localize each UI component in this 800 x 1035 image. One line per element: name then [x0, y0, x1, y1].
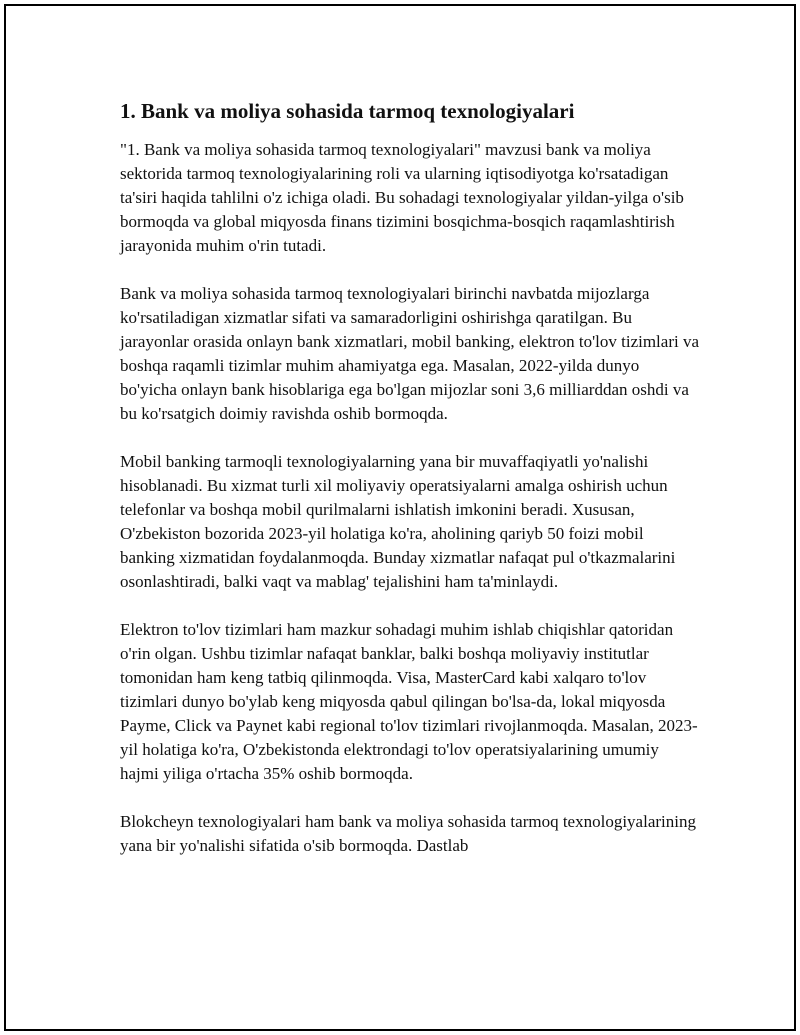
- paragraph-payment-systems: Elektron to'lov tizimlari ham mazkur sohadagi muhim ishlab chiqishlar qatoridan o'rin olgan. Ushbu tizimlar nafaqat banklar, balki boshqa moliyaviy institutlar tomonidan ham keng tatbiq qilinmoqda. Visa, MasterCard kabi xalqaro to'lov tizimlari dunyo bo'ylab keng miqyosda qabul qilingan bo'lsa-da, lokal miqyosda Payme, Click va Paynet kabi regional to'lov tizimlari rivojlanmoqda. Masalan, 2023-yil holatiga ko'ra, O'zbekistonda elektrondagi to'lov operatsiyalarining umumiy hajmi yiliga o'rtacha 35% oshib bormoqda.: [120, 620, 698, 783]
- section-heading: 1. Bank va moliya sohasida tarmoq texnologiyalari: [120, 99, 575, 123]
- paragraph-blockchain: Blokcheyn texnologiyalari ham bank va moliya sohasida tarmoq texnologiyalarining yana bir yo'nalishi sifatida o'sib bormoqda. Dastlab: [120, 812, 696, 855]
- paragraph-mobile-banking: Mobil banking tarmoqli texnologiyalarning yana bir muvaffaqiyatli yo'nalishi hisoblanadi. Bu xizmat turli xil moliyaviy operatsiyalarni amalga oshirish uchun telefonlar va boshqa mobil qurilmalarni ishlatish imkonini beradi. Xususan, O'zbekiston bozorida 2023-yil holatiga ko'ra, aholining qariyb 50 foizi mobil banking xizmatidan foydalanmoqda. Bunday xizmatlar nafaqat pul o'tkazmalarini osonlashtiradi, balki vaqt va mablag' tejalishini ham ta'minlaydi.: [120, 452, 676, 591]
- document-page: [4, 4, 796, 1031]
- paragraph-online-banking: Bank va moliya sohasida tarmoq texnologiyalari birinchi navbatda mijozlarga ko'rsatiladigan xizmatlar sifati va samaradorligini oshirishga qaratilgan. Bu jarayonlar orasida onlayn bank xizmatlari, mobil banking, elektron to'lov tizimlari va boshqa raqamli tizimlar muhim ahamiyatga ega. Masalan, 2022-yilda dunyo bo'yicha onlayn bank hisoblariga ega bo'lgan mijozlar soni 3,6 milliarddan oshdi va bu ko'rsatgich doimiy ravishda oshib bormoqda.: [120, 284, 700, 423]
- paragraph-intro: "1. Bank va moliya sohasida tarmoq texnologiyalari" mavzusi bank va moliya sektorida tarmoq texnologiyalarining roli va ularning iqtisodiyotga ko'rsatadigan ta'siri haqida tahlilni o'z ichiga oladi. Bu sohadagi texnologiyalar yildan-yilga o'sib bormoqda va global miqyosda finans tizimini bosqichma-bosqich raqamlashtirish jarayonida muhim o'rin tutadi.: [120, 140, 684, 255]
- document-content: [120, 96, 700, 882]
